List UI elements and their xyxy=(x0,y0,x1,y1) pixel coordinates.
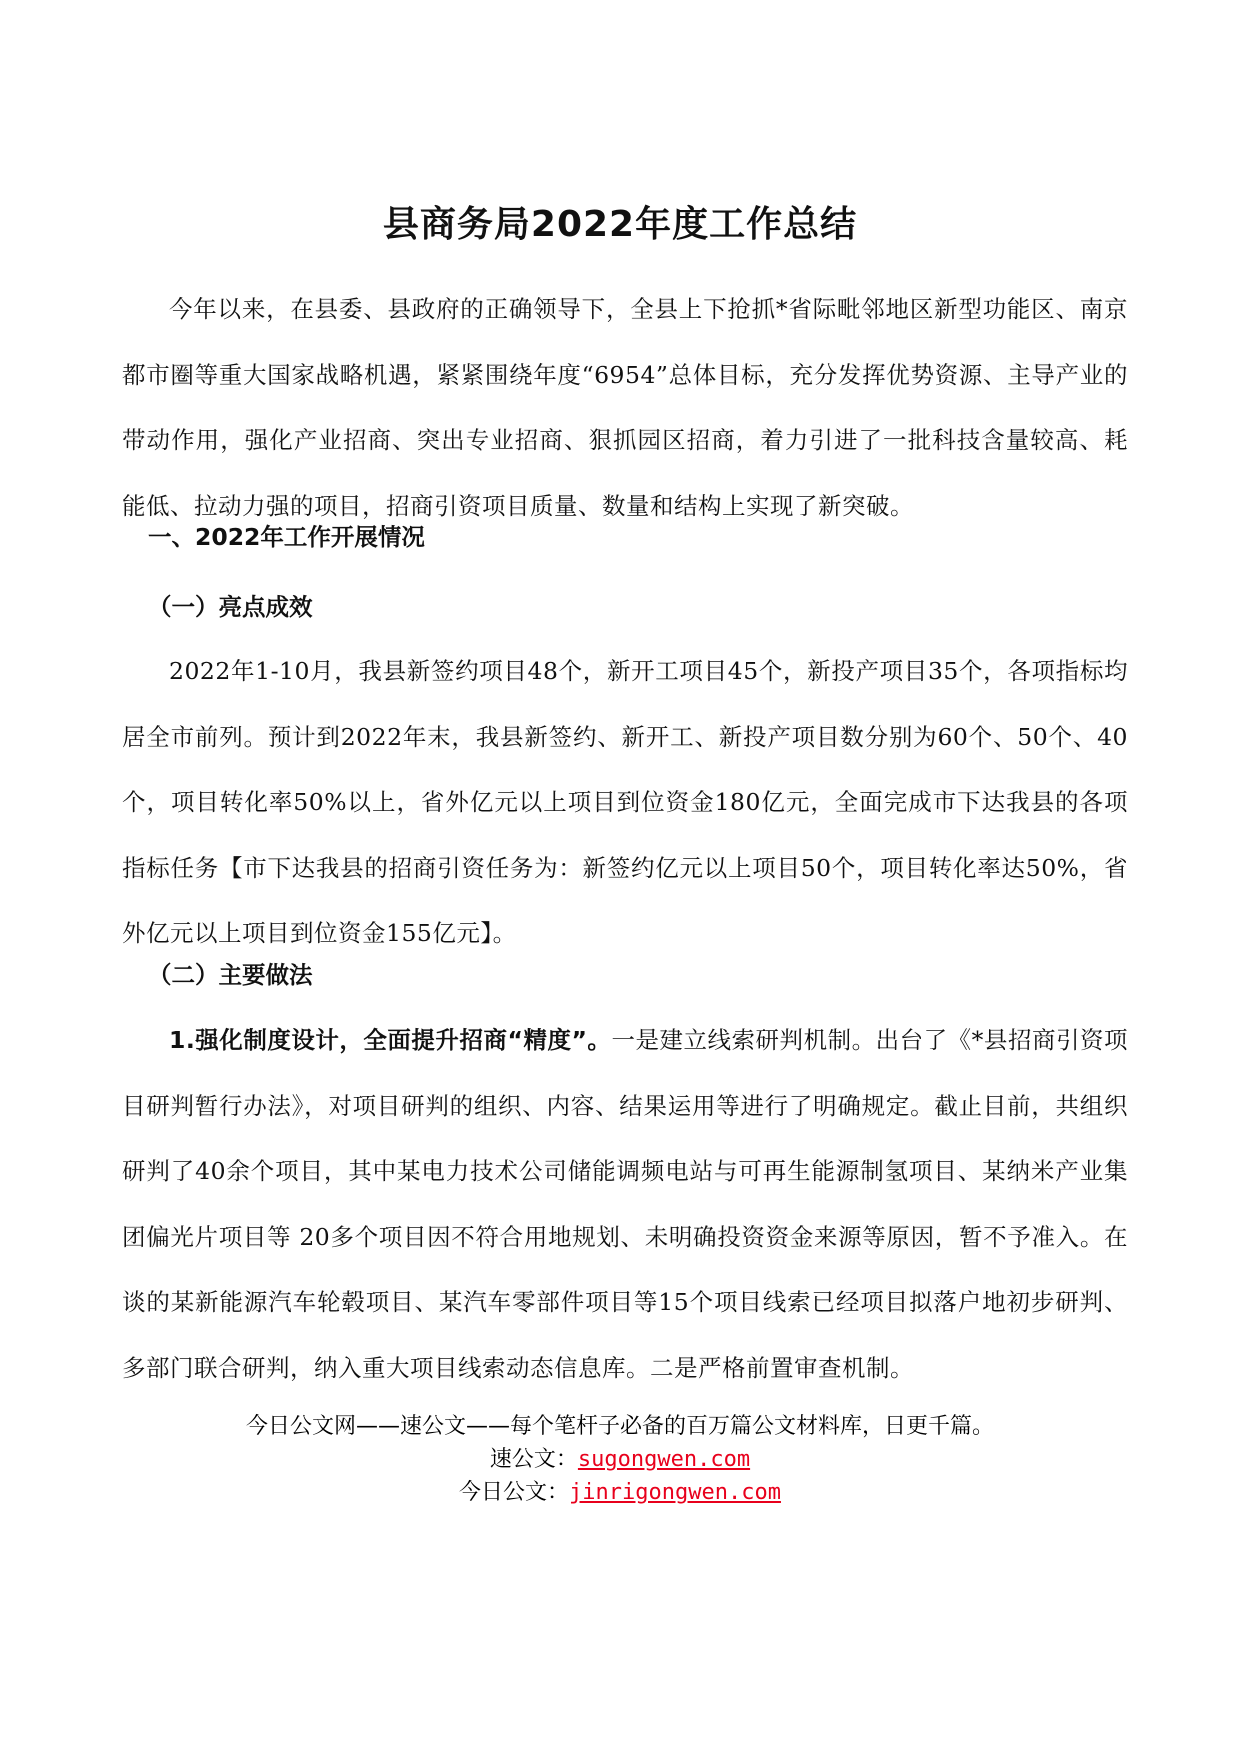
point-lead: 1.强化制度设计，全面提升招商“精度”。 xyxy=(169,1026,612,1054)
jinrigongwen-link[interactable]: jinrigongwen.com xyxy=(569,1480,781,1505)
document-title: 县商务局2022年度工作总结 xyxy=(382,204,858,245)
footer-label-sugongwen: 速公文： xyxy=(489,1447,578,1472)
sugongwen-link[interactable]: sugongwen.com xyxy=(577,1447,751,1472)
point-body: 一是建立线索研判机制。出台了《*县招商引资项目研判暂行办法》，对项目研判的组织、内容、结果运用等进行了明确规定。截止目前，共组织研判了40余个项目，其中某电力技术公司储能调频电站与可再生能源制氢项目、某纳米产业集团偏光片项目等 20多个项目因不符合用地规划、未明确投资资金来源等原因，暂不予准入。在谈的某新能源汽车轮毂项目、某汽车零部件项目等15个项目线索已经项目拟落户地初步研判、多部门联合研判，纳入重大项目线索动态信息库。二是严格前置审查机制。 xyxy=(122,1026,1129,1382)
methods-paragraph xyxy=(122,1008,1128,1401)
highlights-paragraph: 2022年1-10月，我县新签约项目48个，新开工项目45个，新投产项目35个，各项指标均居全市前列。预计到2022年末，我县新签约、新开工、新投产项目数分别为60个、50个、40个，项目转化率50%以上，省外亿元以上项目到位资金180亿元，全面完成市下达我县的各项指标任务【市下达我县的招商引资任务为：新签约亿元以上项目50个，项目转化率达50%，省外亿元以上项目到位资金155亿元】。 xyxy=(122,657,1128,947)
intro-paragraph: 今年以来，在县委、县政府的正确领导下，全县上下抢抓*省际毗邻地区新型功能区、南京都市圈等重大国家战略机遇，紧紧围绕年度“6954”总体目标，充分发挥优势资源、主导产业的带动作用，强化产业招商、突出专业招商、狠抓园区招商，着力引进了一批科技含量较高、耗能低、拉动力强的项目，招商引资项目质量、数量和结构上实现了新突破。 xyxy=(122,295,1128,520)
section-heading: 一、2022年工作开展情况 xyxy=(148,523,425,551)
subsection-heading-methods: （二）主要做法 xyxy=(148,961,313,989)
footer-tagline: 今日公文网——速公文——每个笔杆子必备的百万篇公文材料库，日更千篇。 xyxy=(245,1414,994,1439)
footer-label-jinrigongwen: 今日公文： xyxy=(459,1480,570,1505)
subsection-heading-highlights: （一）亮点成效 xyxy=(148,593,313,621)
footer-line-sugongwen xyxy=(0,1442,1240,1473)
footer-line-jinrigongwen xyxy=(0,1475,1240,1506)
